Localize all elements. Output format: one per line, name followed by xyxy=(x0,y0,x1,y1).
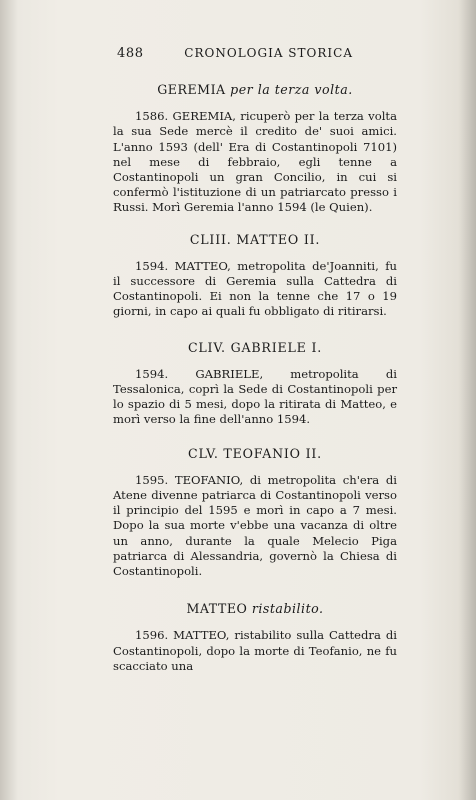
page-edge-shadow xyxy=(458,0,476,800)
page-header xyxy=(117,46,353,61)
section-heading-gabriele-i xyxy=(113,340,397,355)
section-heading-matteo-ii xyxy=(113,232,397,247)
section-paragraph-matteo-ii: 1594. MATTEO, metropolita de'Joanniti, fu il successore di Geremia sulla Cattedra di Costantinopoli. Ei non la tenne che 17 o 19 giorni, in capo ai quali fu obbligato di ritirarsi. xyxy=(113,258,397,319)
section-heading-text: CLV. TEOFANIO II. xyxy=(188,445,322,461)
section-heading-text: GEREMIA xyxy=(157,82,226,97)
section-paragraph-gabriele-i: 1594. GABRIELE, metropolita di Tessalonica, coprì la Sede di Costantinopoli per lo spazio di 5 mesi, dopo la ritirata di Matteo, e morì verso la fine dell'anno 1594. xyxy=(113,366,397,427)
section-paragraph-teofanio-ii: 1595. TEOFANIO, di metropolita ch'era di Atene divenne patriarca di Costantinopoli verso il principio del 1595 e morì in capo a 7 mesi. Dopo la sua morte v'ebbe una vacanza di oltre un anno, durante la quale Melecio Piga patriarca di Alessandria, governò la Chiesa di Costantinopoli. xyxy=(113,472,397,579)
section-heading-italic: ristabilito. xyxy=(251,601,324,617)
section-paragraph-matteo-ristabilito: 1596. MATTEO, ristabilito sulla Cattedra di Costantinopoli, dopo la morte di Teofanio, ne fu scacciato una xyxy=(113,628,397,673)
section-heading-text: CLIV. GABRIELE I. xyxy=(187,339,323,355)
section-paragraph-geremia: 1586. GEREMIA, ricuperò per la terza volta la sua Sede mercè il credito de' suoi amici. L'anno 1593 (dell' Era di Costantinopoli 7101) nel mese di febbraio, egli tenne a Costantinopoli un gran Concilio, in cui si confermò l'istituzione di un patriarcato presso i Russi. Morì Geremia l'anno 1594 (le Quien). xyxy=(113,109,397,215)
section-heading-teofanio-ii xyxy=(113,446,397,461)
page-number: 488 xyxy=(117,46,144,61)
section-heading-text: MATTEO xyxy=(186,601,248,617)
running-title: CRONOLOGIA STORICA xyxy=(184,46,353,60)
section-heading-geremia xyxy=(113,82,397,97)
section-heading-matteo-ristabilito xyxy=(113,601,397,616)
section-heading-italic: per la terza volta. xyxy=(230,82,353,97)
section-heading-text: CLIII. MATTEO II. xyxy=(189,231,321,247)
page-body xyxy=(113,82,397,674)
